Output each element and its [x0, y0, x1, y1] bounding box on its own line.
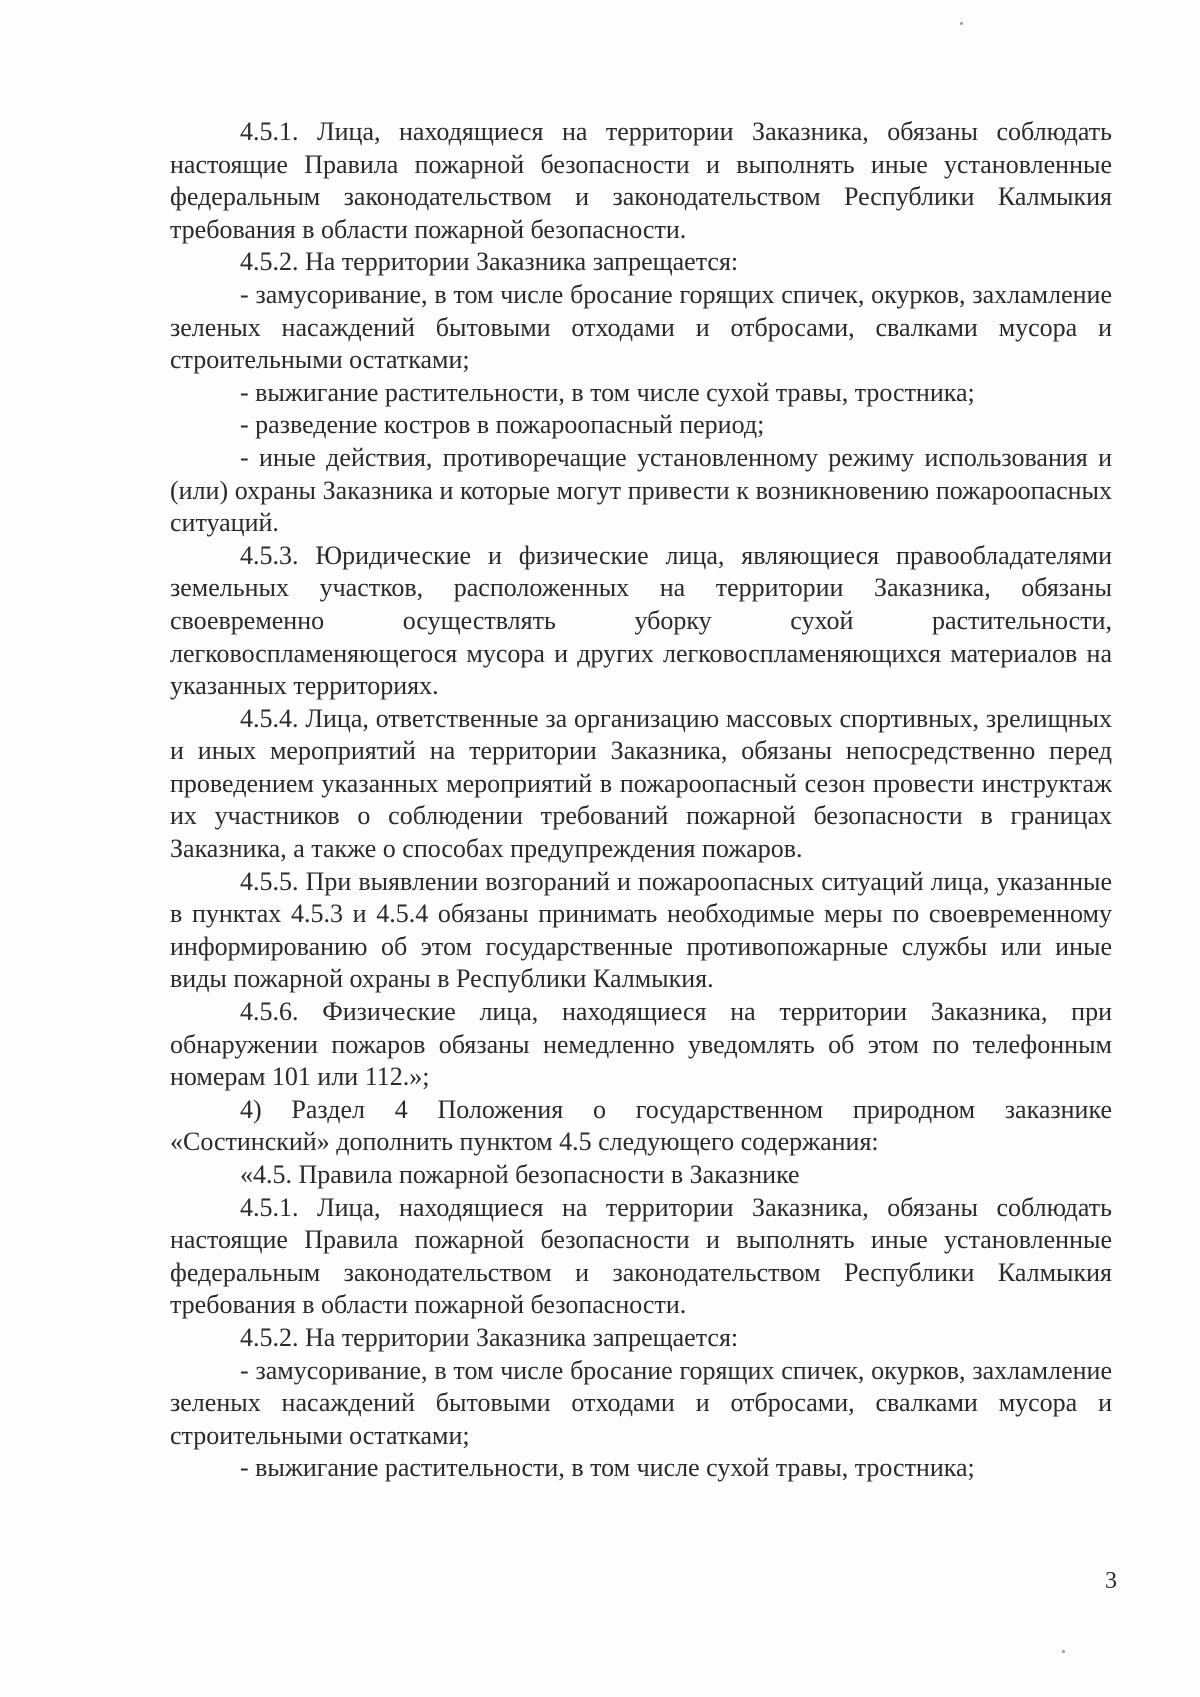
paragraph-4-5-6: 4.5.6. Физические лица, находящиеся на территории Заказника, при обнаружении пожаров обязаны немедленно уведомлять об этом по телефонным номерам 101 или 112.»; — [170, 997, 1112, 1092]
page-number: 3 — [1105, 1568, 1117, 1594]
paragraph-item-4: 4) Раздел 4 Положения о государственном природном заказнике «Состинский» дополнить пунктом 4.5 следующего содержания: — [170, 1094, 1112, 1157]
paragraph-4-5-4: 4.5.4. Лица, ответственные за организацию массовых спортивных, зрелищных и иных мероприятий на территории Заказника, обязаны непосредственно перед проведением указанных мероприятий в пожароопасный сезон провести инструктаж их участников о соблюдении требований пожарной безопасности в границах Заказника, а также о способах предупреждения пожаров. — [170, 703, 1112, 864]
list-item-littering: - замусоривание, в том числе бросание горящих спичек, окурков, захламление зеленых насаждений бытовыми отходами и отбросами, свалками мусора и строительными остатками; — [170, 279, 1112, 375]
paragraph-4-5-2-repeat: 4.5.2. На территории Заказника запрещается: — [240, 1322, 739, 1352]
list-item-bonfires: - разведение костров в пожароопасный период; — [240, 410, 765, 440]
paragraph-4-5-2: 4.5.2. На территории Заказника запрещается: — [240, 247, 739, 277]
paragraph-4-5-1-repeat: 4.5.1. Лица, находящиеся на территории Заказника, обязаны соблюдать настоящие Правила пожарной безопасности и выполнять иные установленные федеральным законодательством и законодательством Республики Калмыкия требования в области пожарной безопасности. — [170, 1192, 1112, 1320]
list-item-other-actions: - иные действия, противоречащие установленному режиму использования и (или) охраны Заказника и которые могут привести к возникновению пожароопасных ситуаций. — [170, 442, 1112, 538]
scan-speck — [960, 22, 963, 25]
section-heading-4-5: «4.5. Правила пожарной безопасности в Заказнике — [240, 1160, 800, 1189]
list-item-burning: - выжигание растительности, в том числе сухой травы, тростника; — [240, 377, 975, 407]
document-body — [170, 116, 1112, 1485]
paragraph-4-5-5: 4.5.5. При выявлении возгораний и пожароопасных ситуаций лица, указанные в пунктах 4.5.3 и 4.5.4 обязаны принимать необходимые меры по своевременному информированию об этом государственные противопожарные службы или иные виды пожарной охраны в Республики Калмыкия. — [170, 866, 1112, 994]
list-item-burning-repeat: - выжигание растительности, в том числе сухой травы, тростника; — [240, 1453, 975, 1483]
scan-speck — [1062, 1650, 1065, 1653]
paragraph-4-5-1: 4.5.1. Лица, находящиеся на территории Заказника, обязаны соблюдать настоящие Правила пожарной безопасности и выполнять иные установленные федеральным законодательством и законодательством Республики Калмыкия требования в области пожарной безопасности. — [170, 117, 1112, 244]
list-item-littering-repeat: - замусоривание, в том числе бросание горящих спичек, окурков, захламление зеленых насаждений бытовыми отходами и отбросами, свалками мусора и строительными остатками; — [170, 1355, 1112, 1450]
paragraph-4-5-3: 4.5.3. Юридические и физические лица, являющиеся правообладателями земельных участков, расположенных на территории Заказника, обязаны своевременно осуществлять уборку сухой растительности, легковоспламеняющегося мусора и других легковоспламеняющихся материалов на указанных территориях. — [170, 540, 1112, 701]
